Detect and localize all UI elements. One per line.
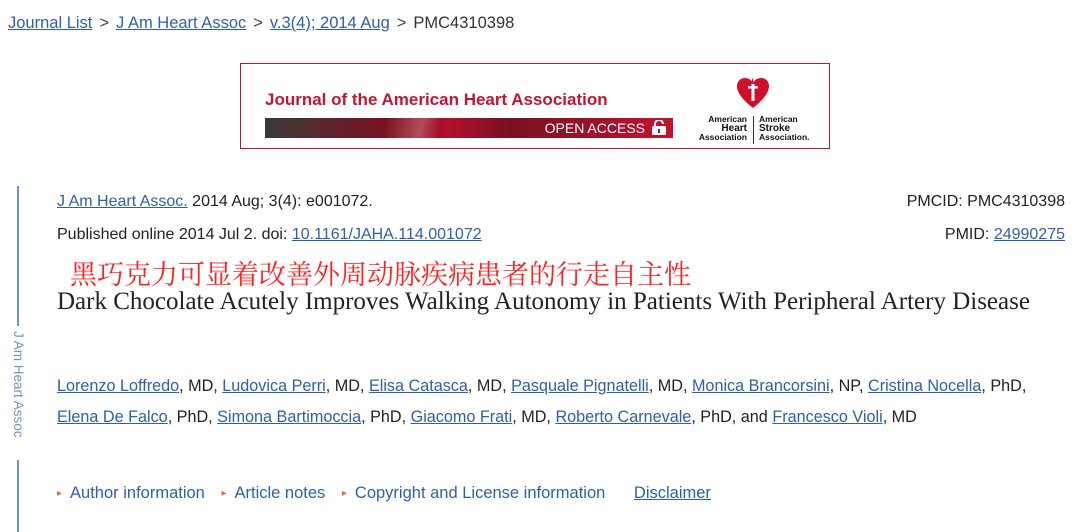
asa-wordmark: American Stroke Association. [759, 114, 810, 142]
author-link[interactable]: Giacomo Frati [410, 408, 513, 426]
author-link[interactable]: Ludovica Perri [222, 377, 326, 395]
triangle-right-icon: ▸ [221, 488, 227, 499]
pmcid: PMCID: PMC4310398 [906, 193, 1065, 210]
triangle-right-icon: ▸ [341, 488, 347, 499]
pmid [945, 226, 1065, 244]
sidebar-journal-label: J Am Heart Assoc [11, 331, 26, 438]
published-prefix: Published online 2014 Jul 2. doi: [57, 226, 292, 243]
doi-link[interactable]: 10.1161/JAHA.114.001072 [291, 226, 482, 243]
article-title: Dark Chocolate Acutely Improves Walking Autonomy in Patients With Peripheral Artery Disease [57, 288, 1030, 315]
author-degree: , MD, [648, 377, 692, 395]
author-link[interactable]: Roberto Carnevale [555, 408, 692, 426]
author-degree: , PhD, [361, 408, 411, 426]
author-link[interactable]: Pasquale Pignatelli [511, 377, 649, 395]
article-notes-toggle[interactable]: ▸ Article notes [221, 484, 326, 502]
breadcrumb-journal-list[interactable]: Journal List [8, 14, 93, 32]
author-degree: , PhD, [167, 408, 218, 426]
open-lock-icon [651, 120, 667, 135]
breadcrumb-separator: > [253, 14, 263, 32]
author-degree: , NP, [829, 377, 868, 395]
author-degree: , PhD, [981, 377, 1027, 395]
author-link[interactable]: Monica Brancorsini [691, 377, 830, 395]
author-link[interactable]: Simona Bartimoccia [217, 408, 362, 426]
author-link[interactable]: Cristina Nocella [868, 377, 982, 395]
author-link[interactable]: Elena De Falco [57, 408, 168, 426]
breadcrumb [8, 14, 514, 33]
author-information-toggle[interactable]: ▸ Author information [57, 484, 205, 502]
aha-asa-logo [693, 74, 813, 144]
sidebar-line [17, 460, 19, 532]
author-degree: , PhD, [691, 408, 741, 426]
open-access-label: OPEN ACCESS [544, 120, 645, 136]
breadcrumb-current: PMC4310398 [413, 14, 515, 32]
breadcrumb-separator: > [396, 14, 407, 32]
heart-torch-icon [736, 76, 770, 110]
author-degree: , MD [882, 408, 917, 426]
copyright-toggle[interactable]: ▸ Copyright and License information [341, 484, 606, 502]
author-list [57, 371, 1057, 433]
published-line [57, 226, 482, 244]
journal-banner[interactable] [240, 63, 830, 149]
journal-link[interactable]: J Am Heart Assoc. [57, 193, 188, 210]
chinese-title-overlay: 黑巧克力可显着改善外周动脉疾病患者的行走自主性 [70, 260, 691, 291]
sidebar-line [17, 186, 19, 326]
author-link[interactable]: Francesco Violi [772, 408, 883, 426]
citation-details: 2014 Aug; 3(4): e001072. [187, 193, 373, 210]
breadcrumb-volume[interactable]: v.3(4); 2014 Aug [269, 14, 390, 32]
author-degree: , MD, [512, 408, 556, 426]
author-degree: , MD, [467, 377, 512, 395]
breadcrumb-journal[interactable]: J Am Heart Assoc [116, 14, 247, 32]
author-degree: , MD, [179, 377, 223, 395]
triangle-right-icon: ▸ [57, 488, 63, 499]
open-access-bar [265, 118, 673, 138]
author-degree: , MD, [325, 377, 369, 395]
pmid-link[interactable]: 24990275 [993, 226, 1065, 243]
banner-title: Journal of the American Heart Association [265, 90, 608, 109]
breadcrumb-separator: > [99, 14, 110, 32]
citation-line [57, 193, 373, 211]
author-link[interactable]: Elisa Catasca [368, 377, 468, 395]
aha-wordmark: American Heart Association [698, 114, 747, 142]
author-link[interactable]: Lorenzo Loffredo [57, 377, 180, 395]
article-info-bar [57, 484, 711, 503]
pmid-label: PMID: [944, 226, 994, 243]
author-conjunction: and [740, 408, 773, 426]
disclaimer-link[interactable]: Disclaimer [633, 484, 711, 502]
